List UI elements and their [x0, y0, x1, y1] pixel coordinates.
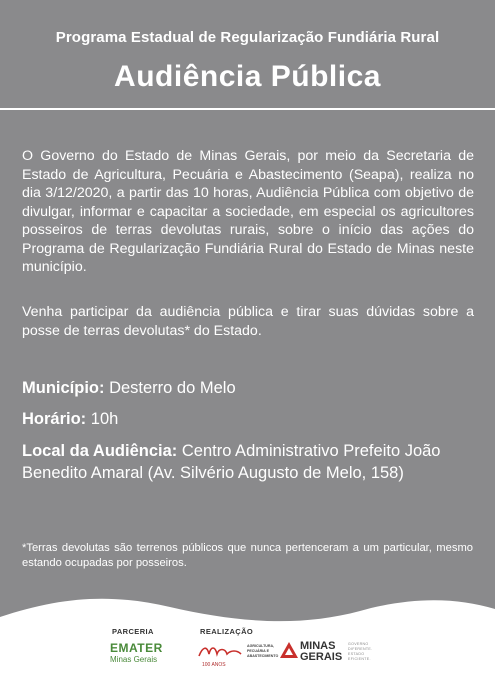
- local-line: [22, 440, 477, 484]
- local-value: Centro Administrativo Prefeito João Benedito Amaral (Av. Silvério Augusto de Melo, 158): [22, 442, 441, 482]
- title-divider: [0, 108, 495, 110]
- horario-line: [22, 408, 477, 430]
- minas-signature-logo: [195, 642, 245, 662]
- minas-signature-sub: 100 ANOS: [202, 662, 226, 668]
- minas-gerais-triangle-icon: [279, 641, 299, 659]
- horario-value: 10h: [90, 410, 119, 428]
- intro-paragraph: O Governo do Estado de Minas Gerais, por meio da Secretaria de Estado de Agricultura, Pecuária e Abastecimento (Seapa), realiza no dia 3/12/2020, a partir das 10 horas, Audiência Pública com objetivo de divulgar, informar e capacitar a sociedade, em especial os agricultores posseiros de terras devolutas rurais, sobre o início das ações do Programa de Regularização Fundiária Rural do Estado de Minas neste município.: [22, 148, 474, 275]
- local-label: Local da Audiência:: [22, 442, 178, 460]
- footnote: *Terras devolutas são terrenos públicos que nunca pertenceram a um particular, mesmo estando ocupadas por posseiros.: [22, 542, 473, 569]
- agri-secretaria-text: AGRICULTURA, PECUÁRIA E ABASTECIMENTO: [247, 644, 279, 658]
- municipio-label: Município:: [22, 379, 105, 397]
- municipio-value: Desterro do Melo: [109, 379, 236, 397]
- minas-gerais-wordmark: MINAS GERAIS: [300, 640, 343, 663]
- governo-slogan: GOVERNO DIFERENTE. ESTADO EFICIENTE.: [348, 642, 373, 661]
- poster-title: Audiência Pública: [114, 60, 381, 93]
- program-name: Programa Estadual de Regularização Fundiária Rural: [55, 29, 440, 46]
- parceria-label: PARCERIA: [112, 627, 154, 636]
- emater-logo: [110, 641, 170, 664]
- invite-paragraph: Venha participar da audiência pública e tirar suas dúvidas sobre a posse de terras devolutas* do Estado.: [22, 304, 474, 339]
- emater-name: EMATER: [110, 641, 163, 655]
- municipio-line: [22, 377, 477, 399]
- realizacao-label: REALIZAÇÃO: [200, 627, 254, 636]
- emater-sub: Minas Gerais: [110, 655, 158, 664]
- horario-label: Horário:: [22, 410, 87, 428]
- footer-wave: [0, 575, 495, 700]
